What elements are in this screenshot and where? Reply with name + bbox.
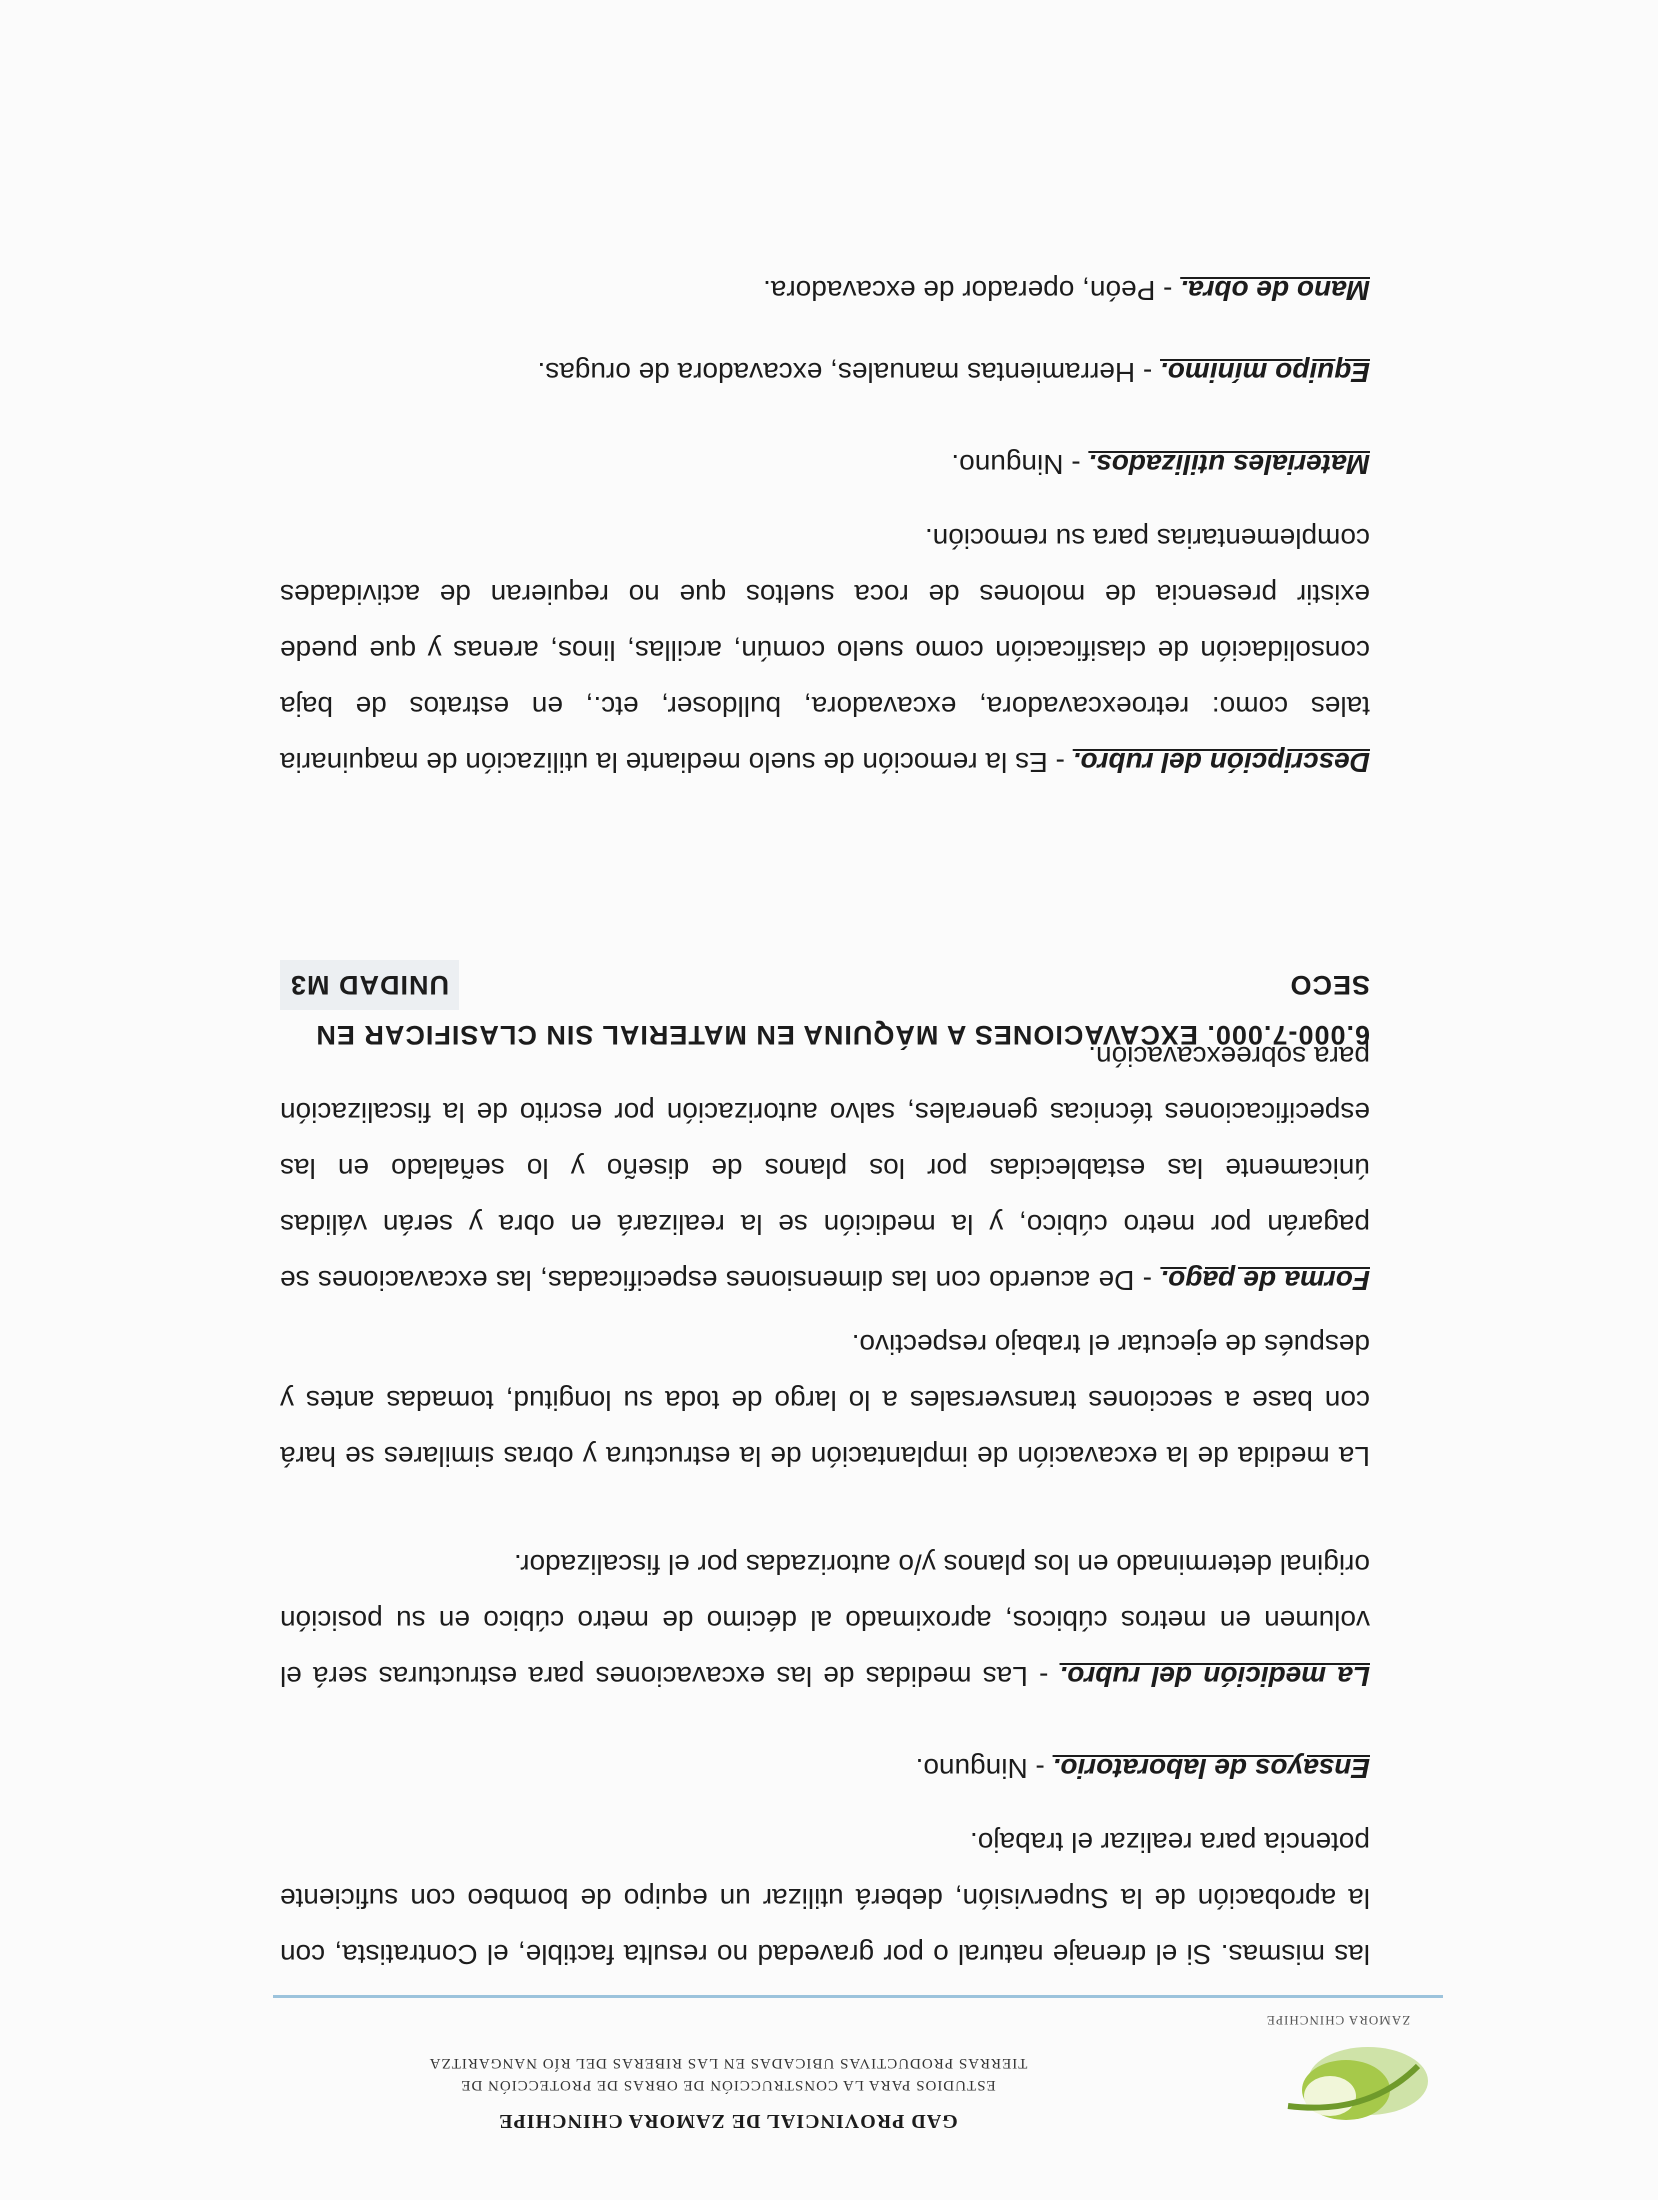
label-labor: Mano de obra. [1180,275,1370,306]
study-title-line-2: TIERRAS PRODUCTIVAS UBICADAS EN LAS RIBERAS DEL RÍO NANGARITZA [428,2055,1028,2071]
label-laboratory-tests: Ensayos de laboratorio. [1052,1753,1370,1784]
paragraph-equipment [280,344,1370,400]
label-item-description: Descripción del rubro. [1072,747,1370,778]
leaf-logo-icon [1268,2036,1438,2136]
label-equipment: Equipo mínimo. [1160,357,1370,388]
section-title-line-1: 6.000-7.000. EXCAVACIONES A MÁQUINA EN MATERIAL SIN CLASIFICAR EN [315,1020,1370,1050]
paragraph-labor [280,262,1370,318]
header-divider [273,1995,1443,1998]
section-title-line-2: SECO [1289,970,1370,1000]
organization-title: GAD PROVINCIAL DE ZAMORA CHINCHIPE [498,2110,958,2132]
paragraph-measurement [280,1536,1370,1704]
paragraph-drainage: las mismas. Si el drenaje natural o por gravedad no resulta factible, el Contratista, con la aprobación de la Supervisión, deberá utilizar un equipo de bombeo con suficiente potencia para realizar el trabajo. [280,1827,1370,1970]
text-payment-method: - De acuerdo con las dimensiones especificadas, las excavaciones se pagarán por metro cúbico, y la medición se la realizará en obra y serán válidas únicamente las establecidas por los planos de diseño y lo señalado en las especificaciones técnicas generales, salvo autorización por escrito de la fiscalización para sobreexcavación. [280,1041,1370,1296]
label-measurement: La medición del rubro. [1059,1661,1370,1692]
text-materials: - Ninguno. [951,449,1089,480]
paragraph-implantation-measure: La medida de la excavación de implantación de la estructura y obras similares se hará con base a secciones transversales a lo largo de toda su longitud, tomadas antes y después de ejecutar el trabajo respectivo. [280,1329,1370,1472]
label-payment-method: Forma de pago. [1160,1265,1370,1296]
section-title [280,960,1370,1060]
text-equipment: - Herramientas manuales, excavadora de orugas. [537,357,1160,388]
label-materials: Materiales utilizados. [1088,449,1370,480]
text-measurement: - Las medidas de las excavaciones para estructuras será el volumen en metros cúbicos, aproximado al décimo de metro cúbico en su posición original determinado en los planos y/o autorizadas por el fiscalizador. [280,1549,1370,1692]
study-title [278,2052,1178,2096]
paragraph-payment-method [280,1028,1370,1308]
study-title-line-1: ESTUDIOS PARA LA CONSTRUCCIÓN DE OBRAS DE PROTECCIÓN DE [460,2077,996,2093]
paragraph-item-description [280,510,1370,790]
text-laboratory-tests: - Ninguno. [915,1753,1053,1784]
text-item-description: - Es la remoción de suelo mediante la utilización de maquinaria tales como: retroexcavadora, excavadora, bulldoser, etc., en estratos de baja consolidación de clasificación como suelo común, arcillas, linos, arenas y que puede existir presencia de molones de roca sueltos que no requieran de actividades complementarias para su remoción. [279,523,1370,778]
text-labor: - Peón, operador de excavadora. [763,275,1181,306]
unit-label: UNIDAD M3 [280,960,459,1010]
page-header [208,1990,1438,2140]
paragraph-materials [280,436,1370,492]
logo-caption: ZAMORA CHINCHIPE [1265,2013,1411,2028]
paragraph-laboratory-tests [280,1740,1370,1796]
